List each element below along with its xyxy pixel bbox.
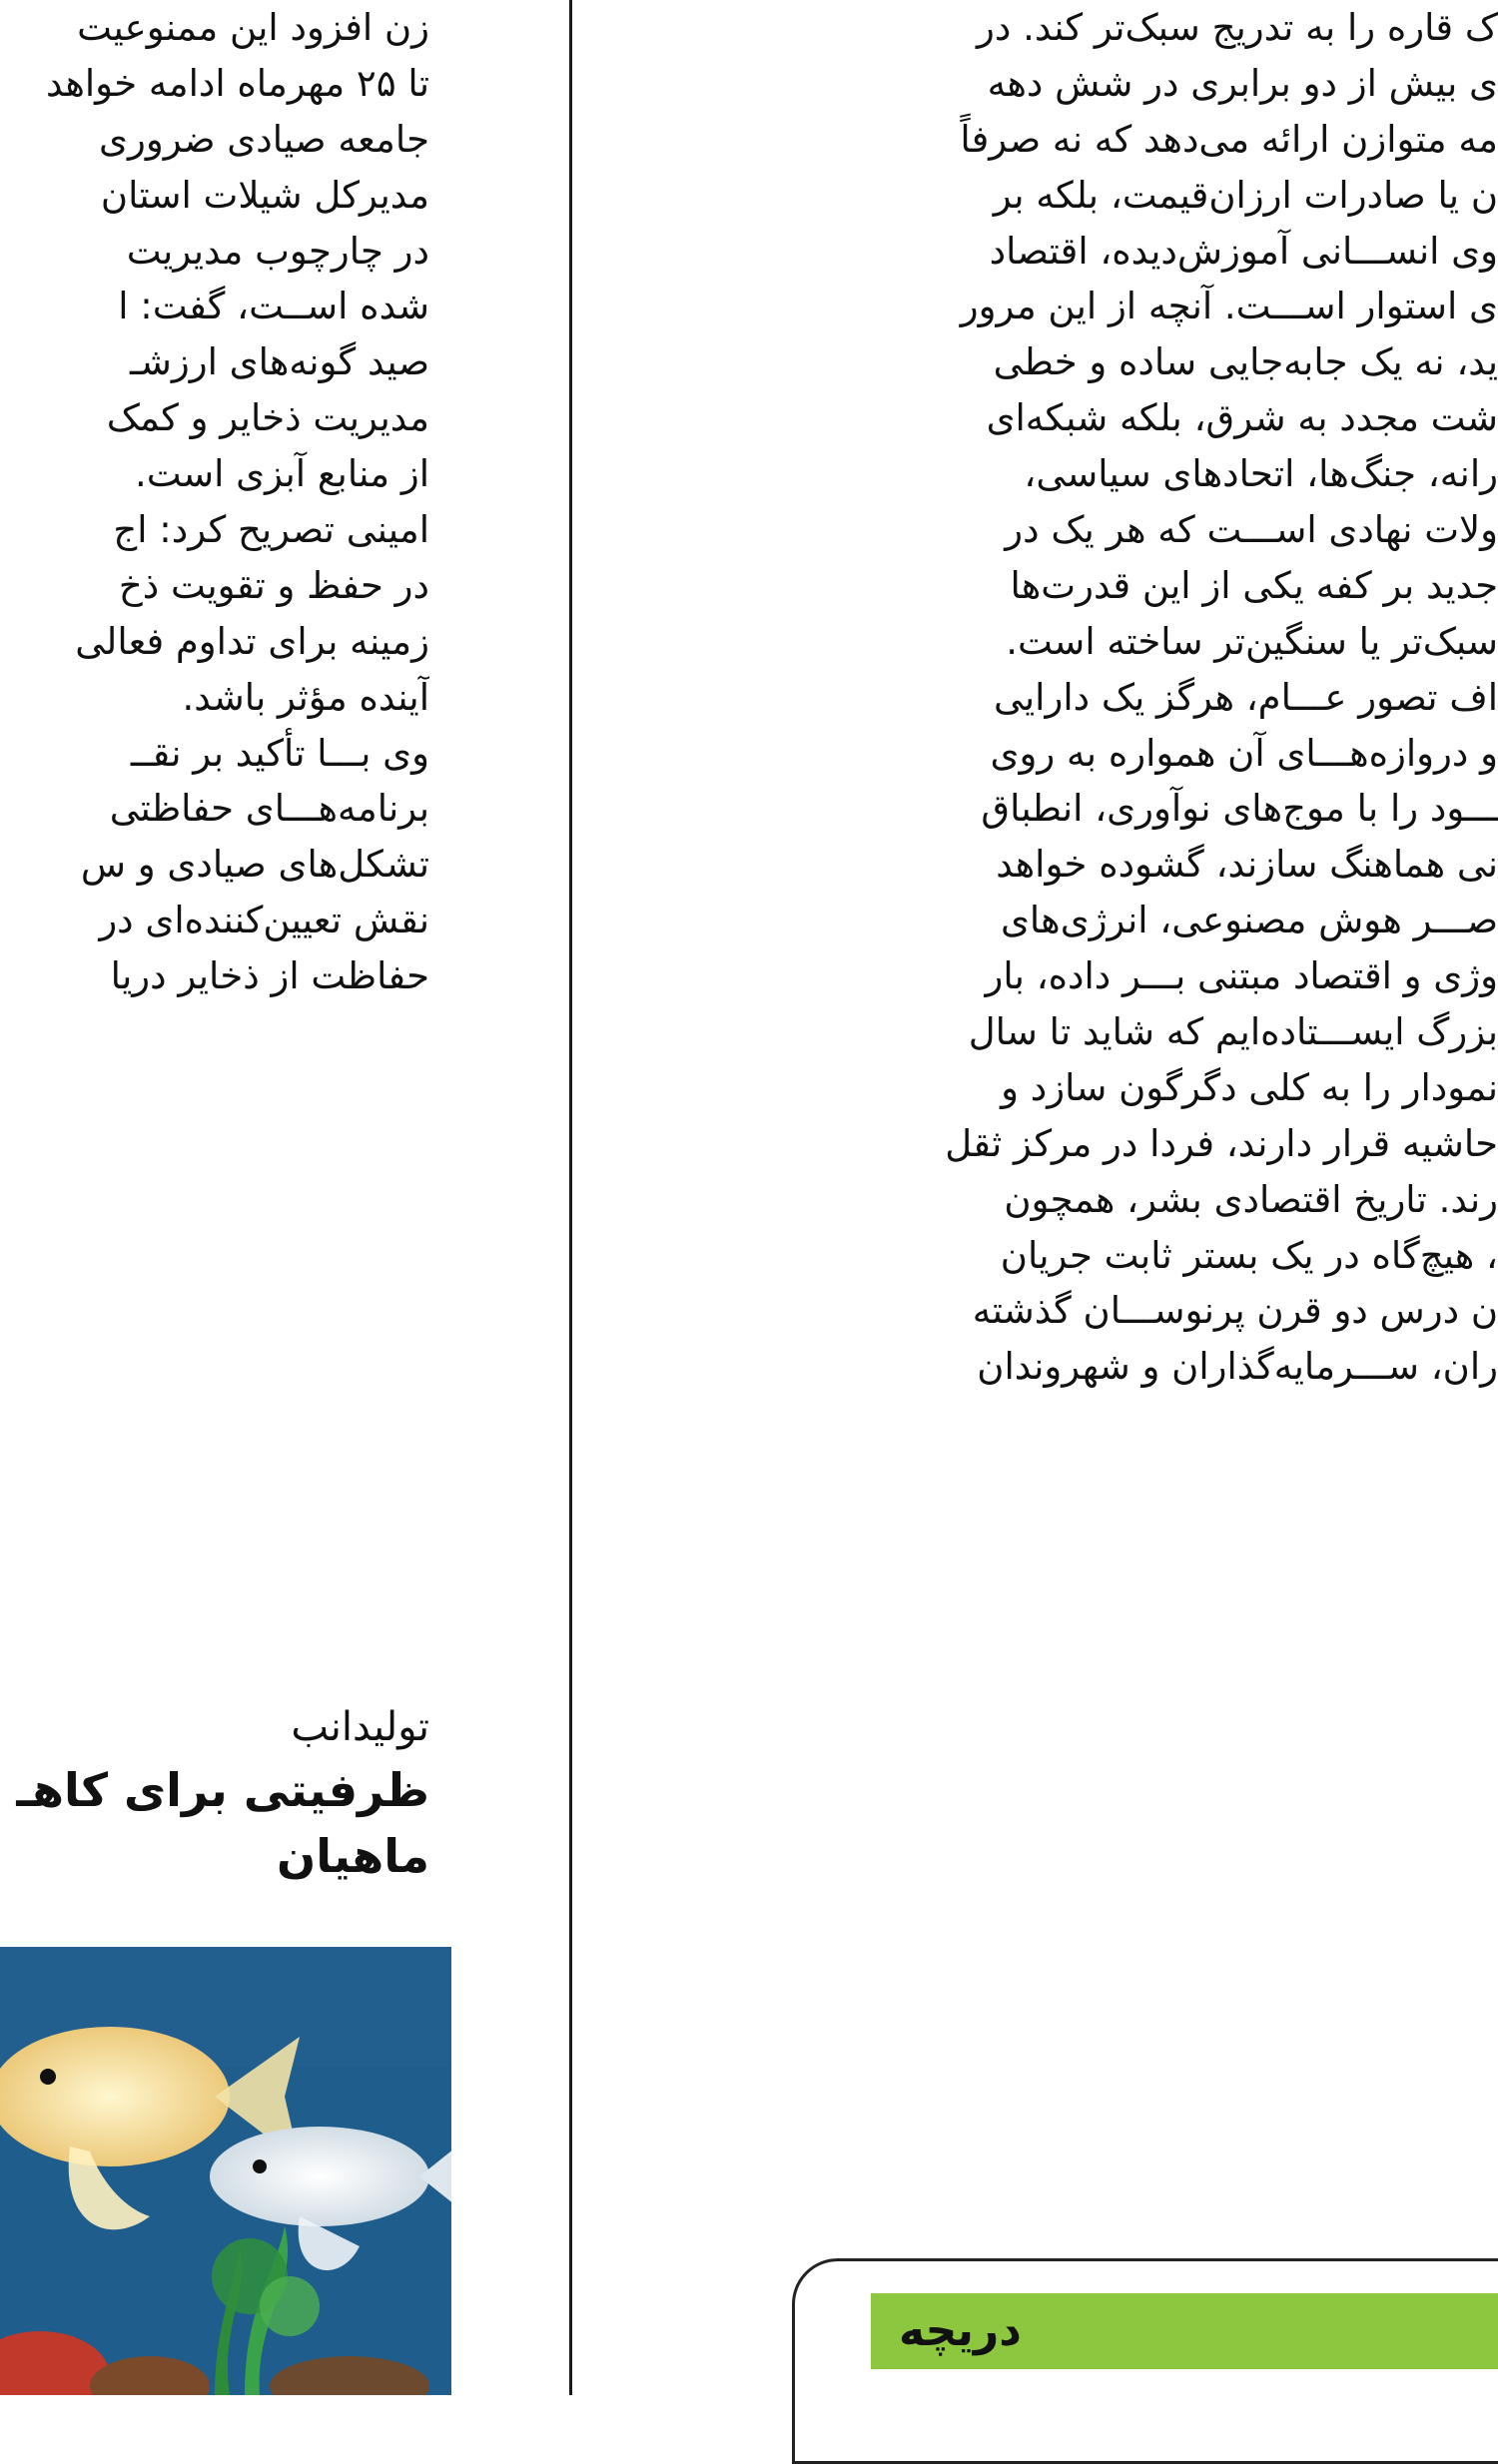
text-line: صـــر هوش مصنوعی، انرژی‌های	[1000, 899, 1498, 942]
text-line: ک قاره را به تدریج سبک‌تر کند. در	[976, 6, 1498, 49]
text-line: ـــود را با موج‌های نوآوری، انطباق	[981, 787, 1498, 831]
text-line: بزرگ ایســـتاده‌ایم که شاید تا سال	[968, 1010, 1498, 1054]
text-line: و دروازه‌هـــای آن همواره به روی	[990, 731, 1498, 775]
headline-line: ماهیان	[277, 1829, 429, 1883]
text-line: امینی تصریح کرد: اج	[113, 508, 429, 552]
text-line: وی بـــا تأکید بر نقــ	[130, 731, 429, 775]
headline-line: ظرفیتی برای کاهـ	[16, 1763, 429, 1817]
article-kicker: تولیدانب	[291, 1704, 429, 1750]
text-line: وی انســـانی آموزش‌دیده، اقتصاد	[989, 229, 1498, 273]
text-line: تشکل‌های صیادی و س	[80, 843, 429, 887]
text-line: ، هیچ‌گاه در یک بستر ثابت جریان	[1000, 1233, 1498, 1277]
text-line: ن یا صادرات ارزان‌قیمت، بلکه بر	[993, 173, 1498, 217]
text-line: نی هماهنگ سازند، گشوده خواهد	[996, 843, 1498, 887]
text-line: در چارچوب مدیریت	[126, 229, 429, 273]
text-line: نقش تعیین‌کننده‌ای در	[99, 899, 429, 942]
text-line: زن افزود این ممنوعیت	[77, 6, 429, 49]
left-column	[0, 0, 429, 1004]
tab-notch-accent	[875, 2293, 883, 2369]
text-line: از منابع آبزی است.	[134, 452, 429, 496]
text-line: ید، نه یک جابه‌جایی ساده و خطی	[993, 340, 1498, 384]
text-line: حاشیه قرار دارند، فردا در مرکز ثقل	[945, 1121, 1498, 1165]
text-line: حفاظت از ذخایر دریا	[110, 954, 429, 998]
tab-notch	[861, 2293, 871, 2369]
text-line: ی بیش از دو برابری در شش دهه	[987, 61, 1498, 105]
text-line: برنامه‌هـــای حفاظتی	[109, 787, 429, 831]
text-line: آینده مؤثر باشد.	[182, 675, 429, 719]
text-line: رند. تاریخ اقتصادی بشر، همچون	[1004, 1177, 1498, 1221]
text-line: ران، ســـرمایه‌گذاران و شهروندان	[977, 1345, 1498, 1389]
text-line: ولات نهادی اســـت که هر یک در	[1005, 508, 1498, 552]
text-line: در حفظ و تقویت ذخ	[118, 563, 429, 607]
text-line: وژی و اقتصاد مبتنی بـــر داده، بار	[985, 954, 1498, 998]
text-line: صید گونه‌های ارزشـ	[130, 340, 429, 384]
window-box-title: دریچه	[899, 2305, 1022, 2356]
text-line: مه متوازن ارائه می‌دهد که نه صرفاً	[960, 117, 1498, 161]
text-line: مدیرکل شیلات استان	[100, 173, 429, 217]
text-line: جامعه صیادی ضروری	[99, 117, 429, 161]
text-line: رانه، جنگ‌ها، اتحادهای سیاسی،	[1024, 452, 1498, 496]
text-line: زمینه برای تداوم فعالی	[75, 619, 429, 663]
text-line: سبک‌تر یا سنگین‌تر ساخته است.	[1006, 619, 1498, 663]
text-line: جدید بر کفه یکی از این قدرت‌ها	[1010, 563, 1498, 607]
text-line: مدیریت ذخایر و کمک	[106, 396, 429, 440]
text-line: نمودار را به کلی دگرگون سازد و	[1001, 1065, 1498, 1109]
article-headline	[0, 1757, 429, 1889]
text-line: اف تصور عـــام، هرگز یک دارایی	[994, 675, 1498, 719]
text-line: ن درس دو قرن پرنوســـان گذشته	[972, 1289, 1498, 1333]
fish-illustration	[0, 1947, 451, 2395]
text-line: شده اســت، گفت: ا	[118, 285, 429, 328]
text-line: شت مجدد به شرق، بلکه شبکه‌ای	[986, 396, 1498, 440]
text-line: تا ۲۵ مهرماه ادامه خواهد	[45, 61, 429, 105]
text-line: ی استوار اســـت. آنچه از این مرور	[960, 285, 1498, 328]
column-divider	[569, 0, 572, 2395]
right-column	[804, 0, 1498, 1395]
aquarium-fish-photo	[0, 1947, 451, 2395]
